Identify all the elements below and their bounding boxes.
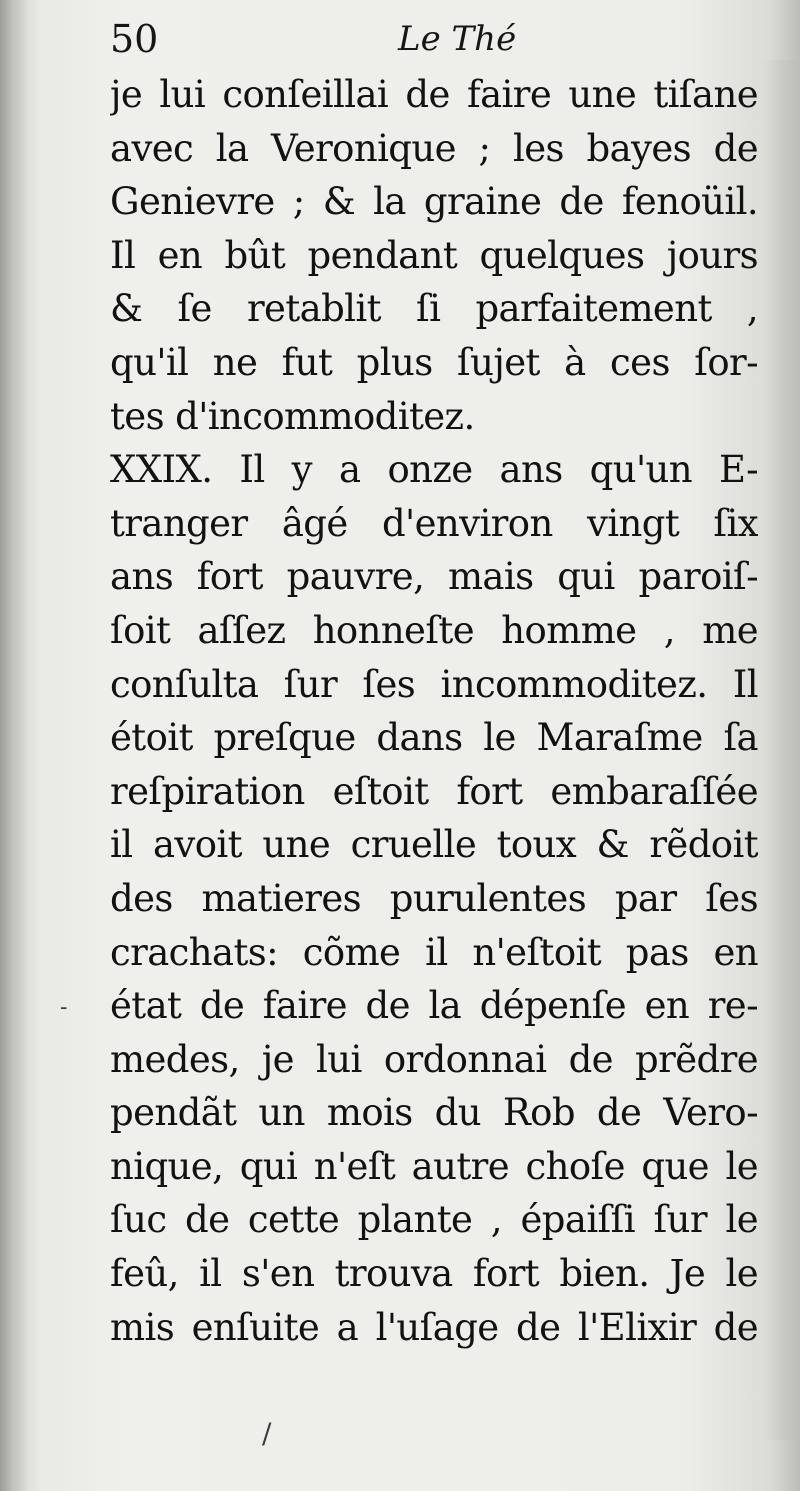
- page-number: 50: [110, 17, 159, 61]
- gutter-shadow: [0, 0, 28, 1491]
- text-line: je lui conſeillai de faire une tiſane: [110, 73, 758, 116]
- text-line: des matieres purulentes par ſes: [110, 876, 758, 920]
- stray-ink-mark: /: [262, 1417, 272, 1450]
- page-edge-shading: [760, 60, 800, 1440]
- text-line: avec la Veronique ; les bayes de: [110, 126, 758, 170]
- text-line: ſoit aſſez honneſte homme , me: [110, 608, 758, 652]
- text-line: crachats: cõme il n'eſtoit pas en: [110, 930, 758, 974]
- text-line: feû, il s'en trouva fort bien. Je le: [110, 1252, 758, 1296]
- text-line: & ſe retablit ſi parfaitement ,: [110, 287, 758, 331]
- text-line: ans fort pauvre, mais qui paroiſ-: [110, 555, 758, 599]
- text-line: pendãt un mois du Rob de Vero-: [110, 1091, 758, 1135]
- text-line: XXIX. Il y a onze ans qu'un E-: [110, 448, 758, 492]
- text-line: qu'il ne fut plus ſujet à ces ſor-: [110, 340, 758, 384]
- text-line: medes, je lui ordonnai de prẽdre: [110, 1037, 758, 1081]
- body-text: [110, 68, 758, 1354]
- page-header: [108, 14, 708, 64]
- text-line: il avoit une cruelle toux & rẽdoit: [110, 823, 758, 867]
- text-line: Genievre ; & la graine de fenoüil.: [110, 180, 758, 224]
- text-line: ſuc de cette plante , épaiſſi ſur le: [110, 1198, 758, 1242]
- text-line: état de faire de la dépenſe en re-: [110, 984, 758, 1028]
- text-line: conſulta ſur ſes incommoditez. Il: [110, 662, 758, 706]
- text-line: étoit preſque dans le Maraſme ſa: [110, 716, 758, 760]
- text-line: mis enſuite a l'uſage de l'Elixir de: [110, 1305, 758, 1349]
- text-line: tes d'incommoditez.: [110, 394, 475, 438]
- margin-mark: -: [60, 995, 68, 1020]
- text-line: nique, qui n'eſt autre choſe que le: [110, 1144, 758, 1188]
- running-head: Le Thé: [398, 19, 517, 59]
- text-line: tranger âgé d'environ vingt ſix: [110, 501, 758, 545]
- text-line: reſpiration eſtoit fort embaraſſée: [110, 769, 758, 813]
- text-line: Il en bût pendant quelques jours: [110, 233, 758, 277]
